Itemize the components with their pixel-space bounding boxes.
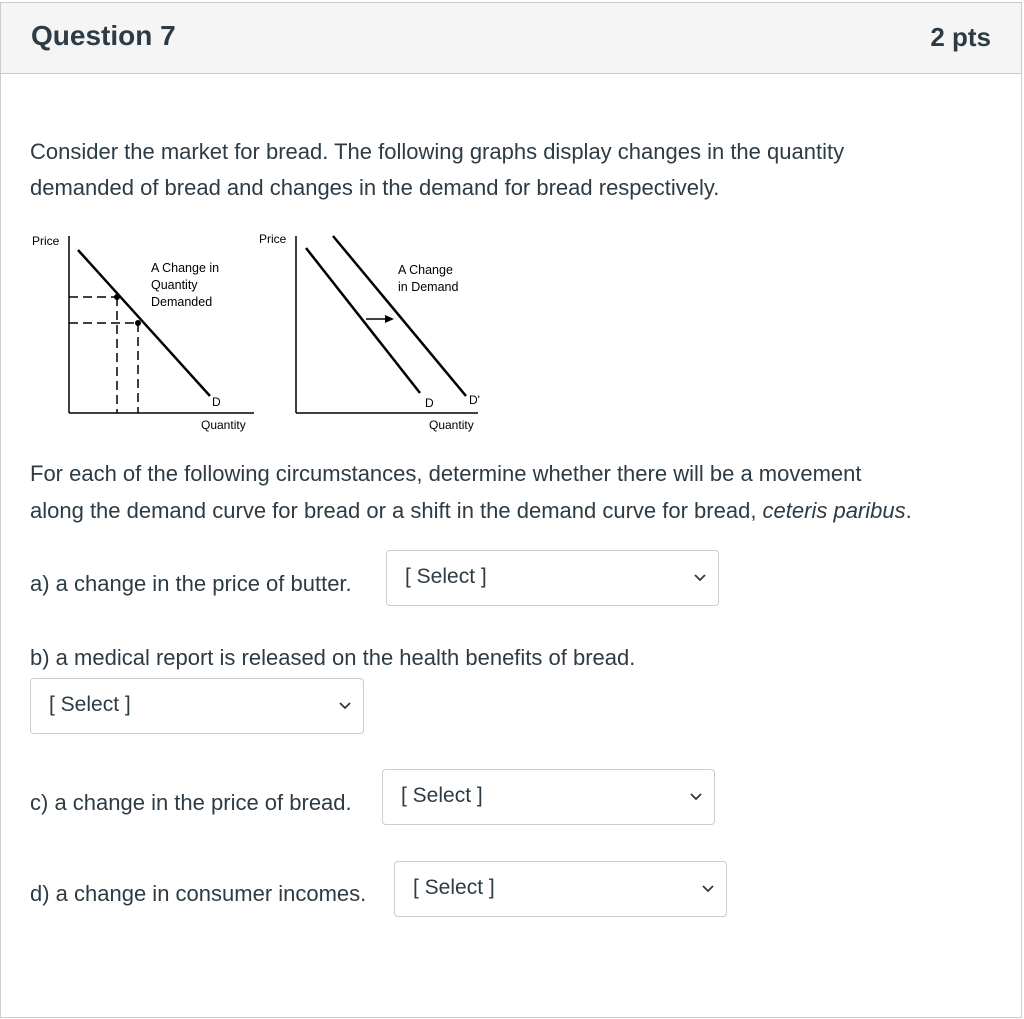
graph2-annotation-line-2: in Demand <box>398 280 459 294</box>
chevron-down-icon <box>692 569 708 585</box>
graph2-curve-label-d: D <box>425 396 434 410</box>
item-d-select-value: [ Select ] <box>413 876 495 899</box>
item-a-label: a) a change in the price of butter. <box>30 571 352 596</box>
instructions-line-1: For each of the following circumstances, determine whether there will be a movement <box>30 461 862 486</box>
instructions-line-2-suffix: . <box>905 498 912 523</box>
graph1-annotation-line-2: Quantity <box>151 278 198 292</box>
chevron-down-icon <box>337 697 353 713</box>
instructions-line-2 <box>30 493 912 529</box>
graph2-curve-label-d-prime: D' <box>469 393 480 407</box>
demand-shift-graph <box>259 232 480 432</box>
question-header <box>1 3 1021 74</box>
graph1-annotation-line-3: Demanded <box>151 295 213 309</box>
item-d-label: d) a change in consumer incomes. <box>30 881 367 906</box>
demand-curve-d-prime <box>333 236 466 396</box>
graph2-y-axis-label: Price <box>259 232 287 246</box>
item-d-select[interactable] <box>394 861 727 917</box>
item-a-select-value: [ Select ] <box>405 565 487 588</box>
chevron-down-icon <box>700 880 716 896</box>
graph1-curve-label: D <box>212 395 221 409</box>
question-title: Question 7 <box>31 20 176 51</box>
graph2-x-axis-label: Quantity <box>429 418 474 432</box>
item-c-select-value: [ Select ] <box>401 784 483 807</box>
graph1-x-axis-label: Quantity <box>201 418 246 432</box>
shift-arrow <box>385 315 394 323</box>
item-b-select[interactable] <box>30 678 364 734</box>
graph1-y-axis-label: Price <box>32 234 60 248</box>
item-b-label: b) a medical report is released on the health benefits of bread. <box>30 645 636 670</box>
item-c-select[interactable] <box>382 769 715 825</box>
instructions-line-2-prefix: along the demand curve for bread or a shift in the demand curve for bread, <box>30 498 763 523</box>
item-a-select[interactable] <box>386 550 719 606</box>
chevron-down-icon <box>688 788 704 804</box>
quantity-demanded-graph <box>32 234 254 432</box>
intro-line-2: demanded of bread and changes in the demand for bread respectively. <box>30 175 720 200</box>
demand-graphs-figure <box>28 228 508 438</box>
question-points: 2 pts <box>930 22 991 52</box>
item-c-label: c) a change in the price of bread. <box>30 790 352 815</box>
intro-line-1: Consider the market for bread. The following graphs display changes in the quantity <box>30 139 845 164</box>
item-b-select-value: [ Select ] <box>49 693 131 716</box>
graph1-annotation-line-1: A Change in <box>151 261 220 275</box>
graph2-annotation-line-1: A Change <box>398 263 453 277</box>
instructions-line-2-italic: ceteris paribus <box>762 498 906 523</box>
